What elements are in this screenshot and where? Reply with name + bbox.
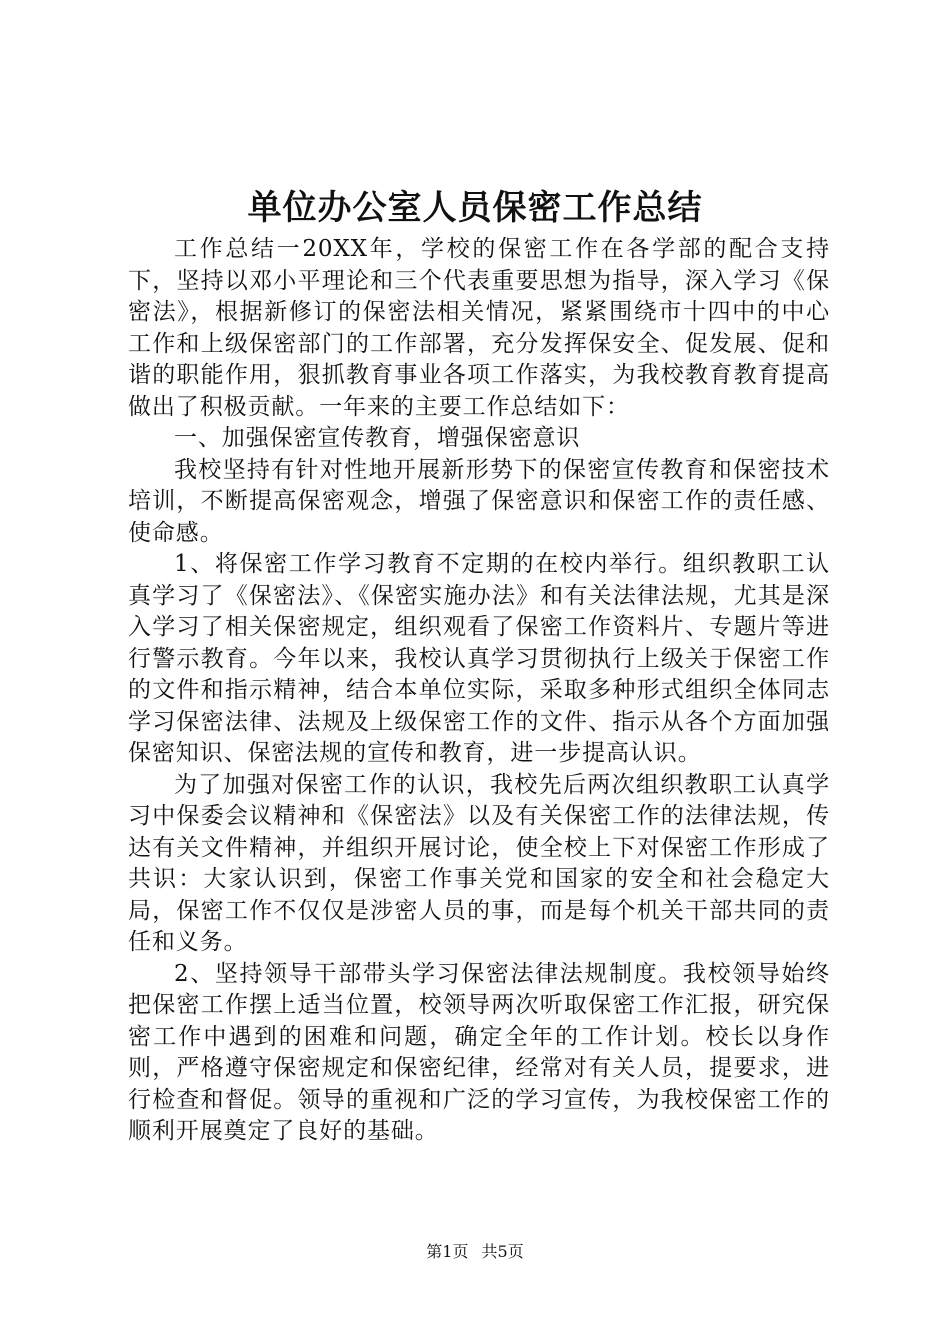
paragraph-item-2: 2、坚持领导干部带头学习保密法律法规制度。我校领导始终把保密工作摆上适当位置，校领导两次听取保密工作汇报，研究保密工作中遇到的困难和问题，确定全年的工作计划。校长以身作则，严格遵守保密规定和保密纪律，经常对有关人员，提要求，进行检查和督促。领导的重视和广泛的学习宣传，为我校保密工作的顺利开展奠定了良好的基础。 xyxy=(128,960,830,1144)
section-heading-1: 一、加强保密宣传教育，增强保密意识 xyxy=(174,425,581,451)
document-body xyxy=(128,234,830,1148)
page-footer xyxy=(0,1240,950,1264)
document-title: 单位办公室人员保密工作总结 xyxy=(247,188,703,228)
paragraph-item-1: 1、将保密工作学习教育不定期的在校内举行。组织教职工认真学习了《保密法》、《保密实施办法》和有关法律法规，尤其是深入学习了相关保密规定，组织观看了保密工作资料片、专题片等进行警示教育。今年以来，我校认真学习贯彻执行上级关于保密工作的文件和指示精神，结合本单位实际，采取多种形式组织全体同志学习保密法律、法规及上级保密工作的文件、指示从各个方面加强保密知识、保密法规的宣传和教育，进一步提高认识。 xyxy=(128,551,830,766)
paragraph-item-1-detail: 为了加强对保密工作的认识，我校先后两次组织教职工认真学习中保委会议精神和《保密法》以及有关保密工作的法律法规，传达有关文件精神，并组织开展讨论，使全校上下对保密工作形成了共识：大家认识到，保密工作事关党和国家的安全和社会稳定大局，保密工作不仅仅是涉密人员的事，而是每个机关干部共同的责任和义务。 xyxy=(128,771,830,955)
page-number: 第1页 xyxy=(426,1242,469,1261)
paragraph-intro: 工作总结一20XX年，学校的保密工作在各学部的配合支持下，坚持以邓小平理论和三个代表重要思想为指导，深入学习《保密法》，根据新修订的保密法相关情况，紧紧围绕市十四中的中心工作和上级保密部门的工作部署，充分发挥保安全、促发展、促和谐的职能作用，狠抓教育事业各项工作落实，为我校教育教育提高做出了积极贡献。一年来的主要工作总结如下： xyxy=(128,236,830,420)
page-total: 共5页 xyxy=(481,1242,524,1261)
paragraph-section-1-intro: 我校坚持有针对性地开展新形势下的保密宣传教育和保密技术培训，不断提高保密观念，增强了保密意识和保密工作的责任感、使命感。 xyxy=(128,456,830,546)
